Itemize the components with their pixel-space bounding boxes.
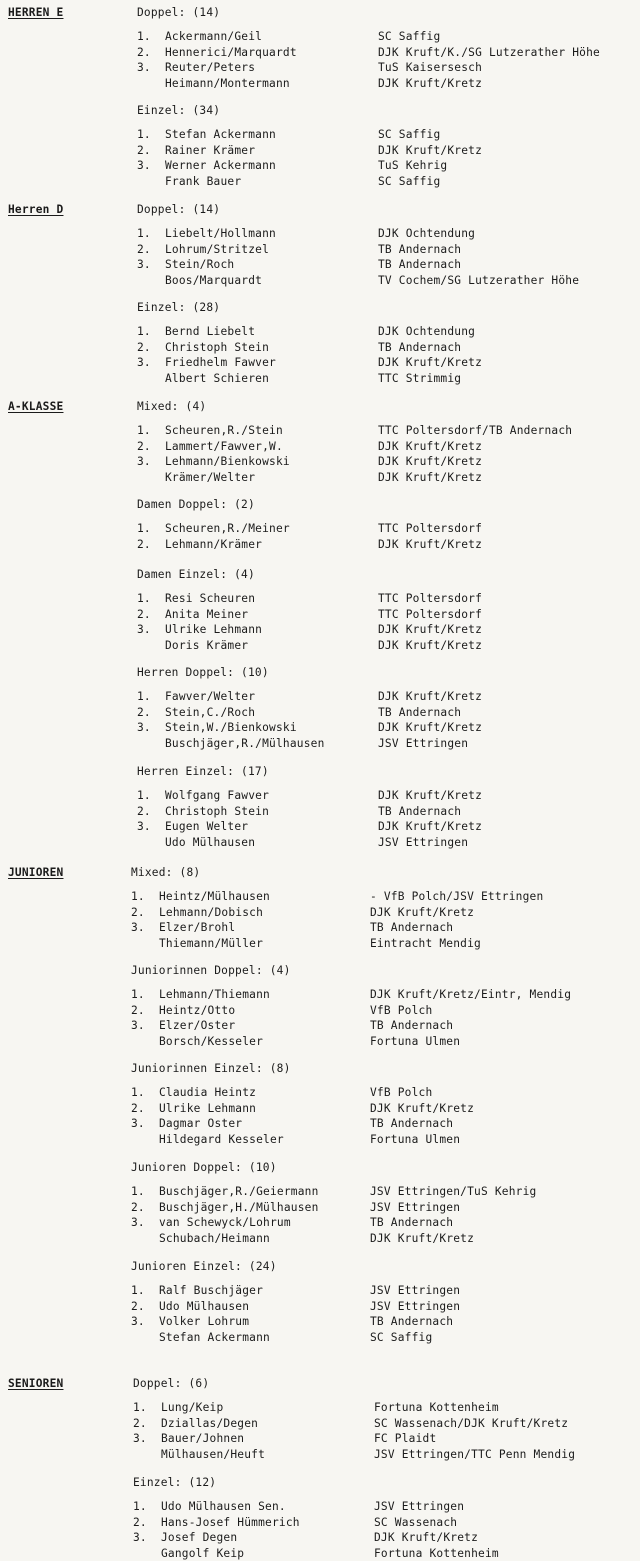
result-row — [137, 736, 640, 751]
club-name: VfB Polch — [370, 1003, 433, 1017]
result-row — [137, 819, 640, 834]
result-row — [137, 158, 640, 173]
result-rank: 1. — [137, 227, 151, 240]
player-name: Reuter/Peters — [165, 61, 256, 74]
category-heading: Juniorinnen Doppel: (4) — [131, 964, 291, 977]
result-row — [137, 470, 640, 485]
club-name: TB Andernach — [370, 1216, 454, 1229]
result-row — [137, 788, 640, 803]
player-name: Anita Meiner — [165, 607, 249, 621]
result-rank: 3. — [137, 820, 151, 833]
result-rank: 3. — [137, 721, 151, 734]
result-rank: 3. — [137, 623, 151, 636]
club-name: Fortuna Kottenheim — [374, 1546, 499, 1560]
player-name: Elzer/Oster — [159, 1019, 236, 1032]
result-row — [131, 1132, 640, 1147]
result-row — [131, 889, 640, 904]
club-name: Fortuna Kottenheim — [374, 1401, 499, 1414]
category-heading: Einzel: (34) — [137, 104, 221, 117]
result-rank: 1. — [131, 1086, 145, 1099]
club-name: DJK Kruft/Kretz — [378, 356, 483, 369]
result-row — [137, 174, 640, 189]
player-name: van Schewyck/Lohrum — [159, 1216, 291, 1229]
result-rank: 2. — [133, 1515, 147, 1529]
player-name: Lehmann/Dobisch — [159, 905, 264, 919]
player-name: Udo Mülhausen Sen. — [161, 1500, 286, 1513]
result-rank: 3. — [131, 921, 145, 934]
player-name: Buschjäger,R./Mülhausen — [165, 736, 325, 750]
result-rank: 2. — [137, 705, 151, 719]
player-name: Werner Ackermann — [165, 159, 276, 172]
result-rank: 2. — [137, 242, 151, 256]
result-rank: 2. — [137, 804, 151, 818]
player-name: Fawver/Welter — [165, 690, 256, 703]
club-name: JSV Ettringen — [378, 736, 469, 750]
club-name: SC Saffig — [378, 30, 441, 43]
result-row — [137, 127, 640, 142]
player-name: Hildegard Kesseler — [159, 1132, 284, 1146]
player-name: Wolfgang Fawver — [165, 789, 270, 802]
player-name: Elzer/Brohl — [159, 921, 236, 934]
club-name: TTC Strimmig — [378, 371, 462, 385]
result-rank: 1. — [137, 30, 151, 43]
player-name: Rainer Krämer — [165, 143, 256, 157]
result-row — [131, 1003, 640, 1018]
player-name: Ralf Buschjäger — [159, 1284, 264, 1297]
result-row — [137, 804, 640, 819]
player-name: Lehmann/Thiemann — [159, 988, 270, 1001]
result-rank: 2. — [137, 537, 151, 551]
player-name: Heimann/Montermann — [165, 76, 290, 90]
player-name: Thiemann/Müller — [159, 936, 264, 950]
result-row — [131, 1184, 640, 1199]
category-heading: Einzel: (28) — [137, 301, 221, 314]
player-name: Heintz/Otto — [159, 1003, 236, 1017]
result-row — [133, 1546, 640, 1561]
club-name: JSV Ettringen — [378, 835, 469, 849]
category-heading: Juniorinnen Einzel: (8) — [131, 1062, 291, 1075]
club-name: DJK Kruft/K./SG Lutzerather Höhe — [378, 45, 600, 59]
result-rank: 1. — [137, 424, 151, 437]
club-name: SC Wassenach — [374, 1515, 458, 1529]
result-row — [137, 273, 640, 288]
result-rank: 3. — [137, 356, 151, 369]
club-name: TB Andernach — [370, 1315, 454, 1328]
category-heading: Mixed: (4) — [137, 400, 207, 413]
result-row — [131, 987, 640, 1002]
player-name: Stein,W./Bienkowski — [165, 721, 297, 734]
result-row — [131, 1034, 640, 1049]
result-row — [137, 340, 640, 355]
player-name: Bauer/Johnen — [161, 1432, 245, 1445]
section-title: A-KLASSE — [8, 400, 64, 413]
club-name: TB Andernach — [370, 921, 454, 934]
club-name: TB Andernach — [378, 705, 462, 719]
result-row — [131, 1299, 640, 1314]
category-heading: Einzel: (12) — [133, 1476, 217, 1489]
result-row — [137, 705, 640, 720]
club-name: JSV Ettringen — [374, 1500, 465, 1513]
result-row — [137, 689, 640, 704]
player-name: Mülhausen/Heuft — [161, 1447, 266, 1461]
category-heading: Mixed: (8) — [131, 866, 201, 879]
result-row — [137, 371, 640, 386]
result-rank: 2. — [131, 1003, 145, 1017]
club-name: DJK Kruft/Kretz — [378, 76, 483, 90]
club-name: TuS Kehrig — [378, 159, 448, 172]
player-name: Liebelt/Hollmann — [165, 227, 276, 240]
category-heading: Doppel: (6) — [133, 1377, 210, 1390]
result-row — [131, 920, 640, 935]
player-name: Stein/Roch — [165, 258, 235, 271]
club-name: DJK Kruft/Kretz/Eintr, Mendig — [370, 988, 572, 1001]
club-name: SC Saffig — [378, 128, 441, 141]
player-name: Borsch/Kesseler — [159, 1034, 264, 1048]
club-name: TB Andernach — [378, 258, 462, 271]
result-row — [137, 607, 640, 622]
category-heading: Doppel: (14) — [137, 6, 221, 19]
result-row — [133, 1431, 640, 1446]
club-name: DJK Kruft/Kretz — [378, 690, 483, 703]
result-row — [137, 355, 640, 370]
result-rank: 3. — [131, 1019, 145, 1032]
player-name: Frank Bauer — [165, 174, 242, 188]
result-row — [133, 1515, 640, 1530]
player-name: Ackermann/Geil — [165, 30, 263, 43]
result-rank: 3. — [137, 159, 151, 172]
result-row — [137, 29, 640, 44]
club-name: DJK Kruft/Kretz — [378, 638, 483, 652]
result-row — [137, 60, 640, 75]
player-name: Ulrike Lehmann — [165, 623, 263, 636]
result-rank: 1. — [131, 890, 145, 903]
player-name: Udo Mülhausen — [165, 835, 256, 849]
player-name: Heintz/Mülhausen — [159, 890, 270, 903]
result-row — [137, 537, 640, 552]
result-rank: 2. — [131, 1101, 145, 1115]
result-row — [137, 257, 640, 272]
club-name: DJK Kruft/Kretz — [370, 1231, 475, 1245]
player-name: Stein,C./Roch — [165, 705, 256, 719]
result-rank: 3. — [137, 455, 151, 468]
club-name: DJK Kruft/Kretz — [378, 455, 483, 468]
club-name: DJK Kruft/Kretz — [370, 1101, 475, 1115]
club-name: DJK Ochtendung — [378, 325, 476, 338]
player-name: Ulrike Lehmann — [159, 1101, 257, 1115]
result-row — [131, 1283, 640, 1298]
player-name: Dagmar Oster — [159, 1117, 243, 1130]
club-name: SC Saffig — [370, 1330, 433, 1344]
result-rank: 2. — [137, 143, 151, 157]
result-rank: 3. — [133, 1531, 147, 1544]
club-name: JSV Ettringen — [370, 1200, 461, 1214]
club-name: DJK Kruft/Kretz — [378, 470, 483, 484]
player-name: Scheuren,R./Stein — [165, 424, 283, 437]
result-row — [131, 1215, 640, 1230]
club-name: TuS Kaisersesch — [378, 61, 483, 74]
club-name: SC Saffig — [378, 174, 441, 188]
club-name: DJK Kruft/Kretz — [378, 789, 483, 802]
category-heading: Junioren Einzel: (24) — [131, 1260, 277, 1273]
player-name: Boos/Marquardt — [165, 273, 263, 287]
result-rank: 1. — [133, 1500, 147, 1513]
category-heading: Damen Doppel: (2) — [137, 498, 255, 511]
club-name: Fortuna Ulmen — [370, 1034, 461, 1048]
category-heading: Herren Doppel: (10) — [137, 666, 269, 679]
club-name: JSV Ettringen/TuS Kehrig — [370, 1185, 537, 1198]
result-row — [131, 936, 640, 951]
player-name: Josef Degen — [161, 1531, 238, 1544]
club-name: DJK Kruft/Kretz — [378, 439, 483, 453]
result-row — [131, 1200, 640, 1215]
club-name: JSV Ettringen/TTC Penn Mendig — [374, 1447, 576, 1461]
category-heading: Herren Einzel: (17) — [137, 765, 269, 778]
player-name: Gangolf Keip — [161, 1546, 245, 1560]
result-row — [137, 324, 640, 339]
result-rank: 2. — [131, 1299, 145, 1313]
result-row — [137, 45, 640, 60]
result-rank: 2. — [137, 45, 151, 59]
result-row — [131, 905, 640, 920]
player-name: Krämer/Welter — [165, 470, 256, 484]
result-row — [137, 622, 640, 637]
player-name: Eugen Welter — [165, 820, 249, 833]
club-name: DJK Kruft/Kretz — [378, 623, 483, 636]
section-title: HERREN E — [8, 6, 64, 19]
result-rank: 3. — [131, 1216, 145, 1229]
player-name: Resi Scheuren — [165, 592, 256, 605]
club-name: JSV Ettringen — [370, 1284, 461, 1297]
club-name: TTC Poltersdorf/TB Andernach — [378, 424, 573, 437]
category-heading: Damen Einzel: (4) — [137, 568, 255, 581]
result-rank: 1. — [137, 522, 151, 535]
result-row — [137, 143, 640, 158]
club-name: TB Andernach — [378, 804, 462, 818]
result-row — [133, 1499, 640, 1514]
result-rank: 1. — [133, 1401, 147, 1414]
player-name: Dziallas/Degen — [161, 1416, 259, 1430]
player-name: Christoph Stein — [165, 340, 270, 354]
club-name: TB Andernach — [370, 1117, 454, 1130]
player-name: Friedhelm Fawver — [165, 356, 276, 369]
section-title: Herren D — [8, 203, 64, 216]
result-rank: 1. — [131, 1185, 145, 1198]
result-row — [137, 439, 640, 454]
club-name: TTC Poltersdorf — [378, 592, 483, 605]
result-row — [131, 1116, 640, 1131]
result-row — [133, 1400, 640, 1415]
club-name: TTC Poltersdorf — [378, 522, 483, 535]
result-rank: 2. — [137, 607, 151, 621]
result-rank: 1. — [137, 325, 151, 338]
result-row — [131, 1231, 640, 1246]
player-name: Stefan Ackermann — [159, 1330, 270, 1344]
result-row — [137, 591, 640, 606]
result-rank: 1. — [137, 128, 151, 141]
category-heading: Junioren Doppel: (10) — [131, 1161, 277, 1174]
player-name: Lehmann/Krämer — [165, 537, 263, 551]
player-name: Schubach/Heimann — [159, 1231, 270, 1245]
result-row — [137, 454, 640, 469]
player-name: Hans-Josef Hümmerich — [161, 1515, 300, 1529]
result-row — [131, 1314, 640, 1329]
player-name: Stefan Ackermann — [165, 128, 276, 141]
result-rank: 3. — [131, 1117, 145, 1130]
club-name: - VfB Polch/JSV Ettringen — [370, 890, 544, 903]
result-row — [131, 1018, 640, 1033]
club-name: Eintracht Mendig — [370, 936, 481, 950]
category-heading: Doppel: (14) — [137, 203, 221, 216]
club-name: TB Andernach — [378, 242, 462, 256]
player-name: Volker Lohrum — [159, 1315, 250, 1328]
result-row — [137, 521, 640, 536]
result-rank: 2. — [131, 905, 145, 919]
result-rank: 2. — [131, 1200, 145, 1214]
result-rank: 3. — [137, 258, 151, 271]
result-rank: 3. — [133, 1432, 147, 1445]
result-row — [137, 423, 640, 438]
result-rank: 1. — [137, 592, 151, 605]
result-row — [133, 1416, 640, 1431]
result-row — [137, 226, 640, 241]
club-name: VfB Polch — [370, 1086, 433, 1099]
result-rank: 3. — [137, 61, 151, 74]
player-name: Udo Mülhausen — [159, 1299, 250, 1313]
player-name: Bernd Liebelt — [165, 325, 256, 338]
result-row — [137, 242, 640, 257]
player-name: Scheuren,R./Meiner — [165, 522, 290, 535]
result-rank: 1. — [131, 988, 145, 1001]
result-row — [137, 835, 640, 850]
player-name: Albert Schieren — [165, 371, 270, 385]
player-name: Buschjäger,H./Mülhausen — [159, 1200, 319, 1214]
result-row — [131, 1085, 640, 1100]
player-name: Lohrum/Stritzel — [165, 242, 270, 256]
club-name: DJK Ochtendung — [378, 227, 476, 240]
club-name: FC Plaidt — [374, 1432, 437, 1445]
club-name: DJK Kruft/Kretz — [378, 537, 483, 551]
result-row — [131, 1101, 640, 1116]
player-name: Hennerici/Marquardt — [165, 45, 297, 59]
result-rank: 1. — [137, 690, 151, 703]
result-row — [137, 638, 640, 653]
club-name: DJK Kruft/Kretz — [378, 143, 483, 157]
player-name: Lung/Keip — [161, 1401, 224, 1414]
result-row — [137, 720, 640, 735]
result-row — [133, 1530, 640, 1545]
club-name: DJK Kruft/Kretz — [378, 721, 483, 734]
club-name: TB Andernach — [370, 1019, 454, 1032]
result-rank: 1. — [137, 789, 151, 802]
section-title: SENIOREN — [8, 1377, 64, 1390]
club-name: TV Cochem/SG Lutzerather Höhe — [378, 273, 580, 287]
club-name: DJK Kruft/Kretz — [374, 1531, 479, 1544]
club-name: DJK Kruft/Kretz — [378, 820, 483, 833]
player-name: Christoph Stein — [165, 804, 270, 818]
club-name: SC Wassenach/DJK Kruft/Kretz — [374, 1416, 569, 1430]
result-rank: 2. — [137, 340, 151, 354]
player-name: Buschjäger,R./Geiermann — [159, 1185, 319, 1198]
player-name: Doris Krämer — [165, 638, 249, 652]
club-name: Fortuna Ulmen — [370, 1132, 461, 1146]
result-row — [137, 76, 640, 91]
club-name: TB Andernach — [378, 340, 462, 354]
result-row — [133, 1447, 640, 1462]
result-rank: 1. — [131, 1284, 145, 1297]
section-title: JUNIOREN — [8, 866, 64, 879]
result-rank: 2. — [133, 1416, 147, 1430]
player-name: Lammert/Fawver,W. — [165, 439, 283, 453]
result-rank: 3. — [131, 1315, 145, 1328]
player-name: Claudia Heintz — [159, 1086, 257, 1099]
club-name: JSV Ettringen — [370, 1299, 461, 1313]
result-rank: 2. — [137, 439, 151, 453]
club-name: TTC Poltersdorf — [378, 607, 483, 621]
club-name: DJK Kruft/Kretz — [370, 905, 475, 919]
result-row — [131, 1330, 640, 1345]
player-name: Lehmann/Bienkowski — [165, 455, 290, 468]
